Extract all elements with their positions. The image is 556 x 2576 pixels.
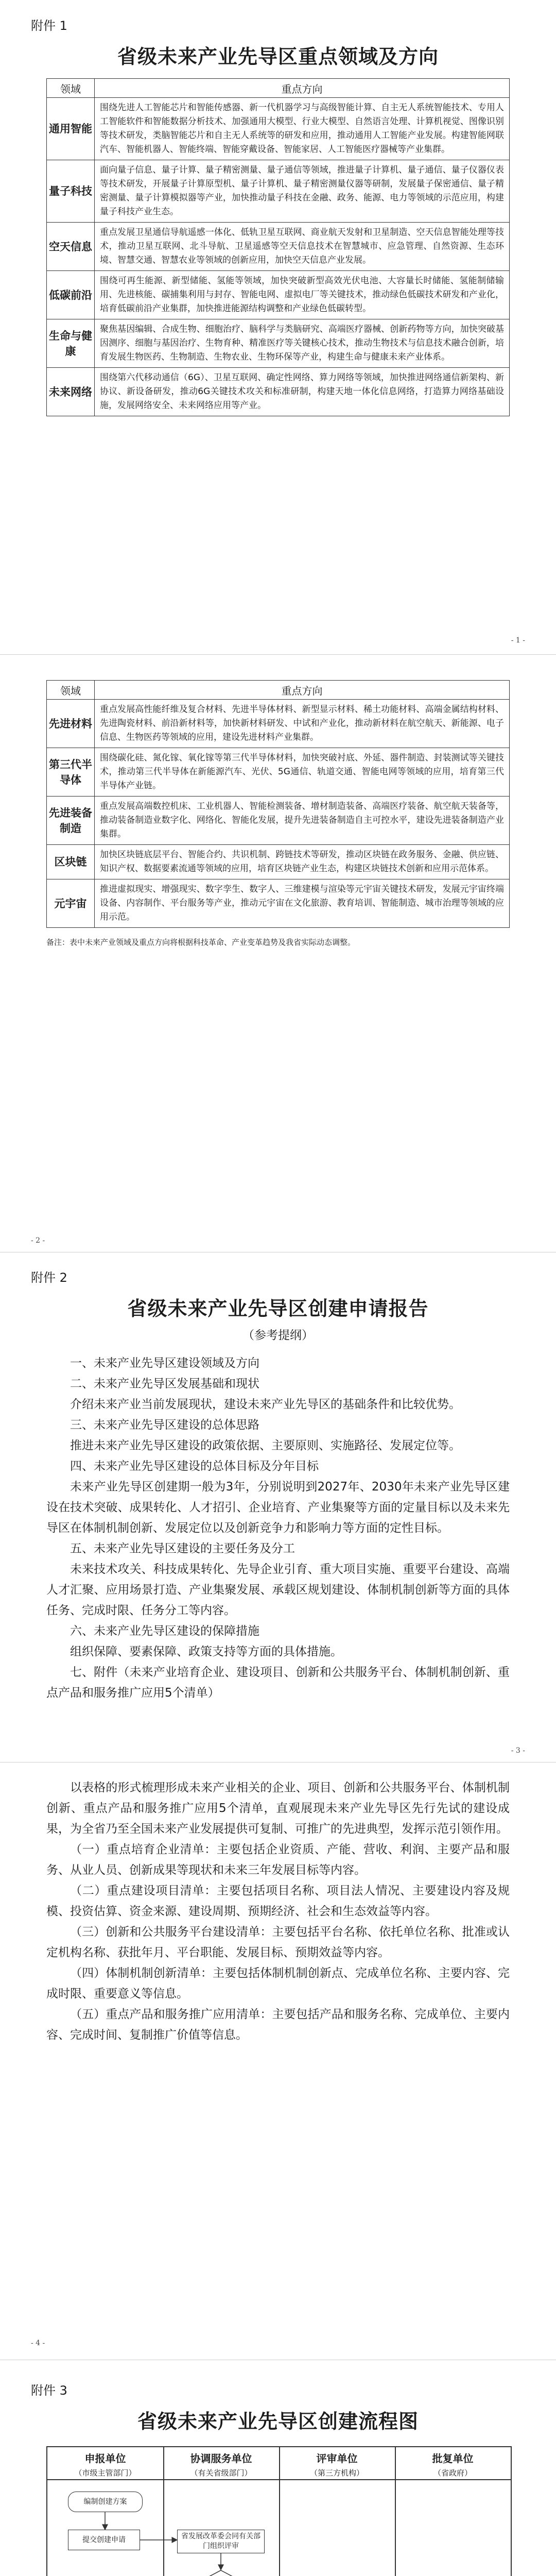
outline-item: 四、未来产业先导区建设的总体目标及分年目标 <box>70 1460 319 1473</box>
outline-item: 推进未来产业先导区建设的政策依据、主要原则、实施路径、发展定位等。 <box>70 1439 461 1452</box>
fields-table-continued <box>46 680 510 928</box>
page-number: - 1 - <box>511 636 525 645</box>
page-number: - 2 - <box>31 1236 45 1245</box>
page-title: 省级未来产业先导区创建申请报告 <box>127 1297 429 1320</box>
table-header-row <box>47 79 510 98</box>
field-direction: 加快区块链底层平台、智能合约、共识机制、跨链技术等研发，推动区块链在政务服务、金融、供应链、知识产权、数据要素流通等领域的应用，培育区块链产业生态，构建区块链技术创新和应用示范体系。 <box>95 845 510 879</box>
outline-item: 二、未来产业先导区发展基础和现状 <box>70 1377 259 1391</box>
page-divider <box>0 654 556 655</box>
table-row <box>47 223 510 271</box>
field-name: 未来网络 <box>47 368 95 416</box>
table-row <box>47 368 510 416</box>
field-name: 先进装备制造 <box>47 796 95 845</box>
outline-item: （二）重点建设项目清单：主要包括项目名称、项目法人情况、主要建设内容及规模、投资估算、资金来源、建设周期、预期经济、社会和生态效益等内容。 <box>46 1884 510 1918</box>
lane-title: 评审单位 <box>316 2452 358 2465</box>
table-row <box>47 796 510 845</box>
field-direction: 围绕第六代移动通信（6G）、卫星互联网、确定性网络、算力网络等领域，加快推进网络通信新架构、新协议、新设备研发，推动6G关键技术攻关和标准研制，构建天地一体化信息网络，打造算力网络基础设施，发展网络安全、未来网络应用等产业。 <box>95 368 510 416</box>
field-name: 低碳前沿 <box>47 271 95 319</box>
lane-reviewer <box>279 2447 396 2576</box>
page-subtitle: （参考提纲） <box>242 1329 314 1342</box>
field-name: 空天信息 <box>47 223 95 271</box>
lane-approver <box>395 2447 511 2576</box>
field-name: 先进材料 <box>47 700 95 748</box>
report-outline-continued <box>31 1777 525 2045</box>
node-decision <box>190 2570 252 2576</box>
page-1 <box>31 15 525 541</box>
table-row <box>47 748 510 796</box>
field-name: 第三代半导体 <box>47 748 95 796</box>
lane-header <box>395 2447 511 2480</box>
table-row <box>47 98 510 160</box>
page-number: - 4 - <box>31 2339 45 2347</box>
field-name: 生命与健康 <box>47 319 95 368</box>
lane-subtitle: （第三方机构） <box>309 2468 364 2478</box>
field-direction: 围绕碳化硅、氮化镓、氧化镓等第三代半导体材料，加快突破衬底、外延、器件制造、封装测试等关键技术，推动第三代半导体在新能源汽车、光伏、5G通信、轨道交通、智能电网等领域的应用，培育第三代半导体产业链。 <box>95 748 510 796</box>
outline-item: 组织保障、要素保障、政策支持等方面的具体措施。 <box>70 1645 342 1658</box>
annex-label: 附件 1 <box>31 19 67 33</box>
outline-item: 六、未来产业先导区建设的保障措施 <box>70 1624 259 1638</box>
lane-subtitle: （市级主管部门） <box>74 2468 136 2478</box>
table-row <box>47 845 510 879</box>
outline-item: 一、未来产业先导区建设领域及方向 <box>70 1357 259 1370</box>
col-field: 领域 <box>47 681 95 700</box>
annex-label: 附件 2 <box>31 1270 67 1285</box>
report-outline <box>31 1353 525 1703</box>
fields-table <box>46 78 510 416</box>
lane-coordinator <box>163 2447 280 2576</box>
outline-item: 介绍未来产业当前发展现状，建设未来产业先导区的基础条件和比较优势。 <box>70 1398 461 1411</box>
lane-title: 申报单位 <box>84 2452 126 2465</box>
page-number: - 3 - <box>511 1747 525 1755</box>
outline-item: 未来技术攻关、科技成果转化、先导企业引育、重大项目实施、重要平台建设、高端人才汇聚、应用场景打造、产业集聚发展、承载区规划建设、体制机制创新等方面的具体任务、完成时限、任务分工等内容。 <box>46 1563 510 1617</box>
lane-title: 协调服务单位 <box>190 2452 252 2465</box>
page-5 <box>31 2380 525 2576</box>
outline-item: 五、未来产业先导区建设的主要任务及分工 <box>70 1542 295 1555</box>
table-row <box>47 879 510 928</box>
outline-item: （四）体制机制创新清单：主要包括体制机制创新点、完成单位名称、主要内容、完成时限、重要意义等信息。 <box>46 1967 510 2001</box>
lane-subtitle: （有关省级部门） <box>190 2468 252 2478</box>
field-direction: 重点发展高性能纤维及复合材料、先进半导体材料、新型显示材料、稀土功能材料、高端金属结构材料、先进陶瓷材料、前沿新材料等，加快新材料研发、中试和产业化，推动新材料在航空航天、新能源、电子信息、生物医药等领域的应用，建设先进材料产业集群。 <box>95 700 510 748</box>
decision-label <box>190 2570 252 2576</box>
node-compile-plan: 编制创建方案 <box>68 2492 143 2512</box>
lane-header <box>279 2447 395 2480</box>
field-direction: 围绕先进人工智能芯片和智能传感器、新一代机器学习与高级智能计算、自主无人系统智能技术、专用人工智能软件和智能数据分析技术、加强通用大模型、行业大模型、自然语言处理、计算机视觉、图像识别等技术研发，类脑智能芯片和自主无人系统等的研发和应用，推动通用人工智能产业发展。构建智能网联汽车、智能机器人、智能终端、智能穿戴设备、智能家居、人工智能医疗器械等产业集群。 <box>95 98 510 160</box>
outline-item: （三）创新和公共服务平台建设清单：主要包括平台名称、依托单位名称、批准或认定机构名称、获批年月、平台职能、发展目标、预期效益等内容。 <box>46 1925 510 1959</box>
node-organize-review: 省发展改革委会同有关部门组织评审 <box>177 2530 265 2553</box>
table-row <box>47 160 510 223</box>
field-name: 量子科技 <box>47 160 95 223</box>
field-name: 通用智能 <box>47 98 95 160</box>
annex-label: 附件 3 <box>31 2383 67 2398</box>
lane-header <box>47 2447 163 2480</box>
page-title: 省级未来产业先导区重点领域及方向 <box>117 45 439 68</box>
creation-flowchart <box>46 2446 512 2576</box>
col-direction: 重点方向 <box>95 681 510 700</box>
field-name: 区块链 <box>47 845 95 879</box>
table-note: 备注：表中未来产业领域及重点方向将根据科技革命、产业变革趋势及我省实际动态调整。 <box>46 938 356 947</box>
table-header-row <box>47 681 510 700</box>
table-row <box>47 700 510 748</box>
field-direction: 重点发展高端数控机床、工业机器人、智能检测装备、增材制造装备、高端医疗装备、航空航天装备等，推动装备制造业数字化、网络化、智能化发展，提升先进装备制造自主可控水平，建设先进装备制造产业集群。 <box>95 796 510 845</box>
outline-item: （五）重点产品和服务推广应用清单：主要包括产品和服务名称、完成单位、主要内容、完成时间、复制推广价值等信息。 <box>46 2008 510 2042</box>
field-direction: 聚焦基因编辑、合成生物、细胞治疗、脑科学与类脑研究、高端医疗器械、创新药物等方向，加快突破基因测序、细胞与基因治疗、生物育种、精准医疗等关键核心技术，推动生物技术与信息技术融合创新，培育发展生物医药、生物制造、生物农业、生物环保等产业，构建生命与健康未来产业体系。 <box>95 319 510 368</box>
node-submit-application: 提交创建申请 <box>68 2530 140 2550</box>
field-direction: 面向量子信息、量子计算、量子精密测量、量子通信等领域，推进量子计算机、量子通信、量子仪器仪表等技术研发，开展量子计算原型机、量子计算机、量子精密测量仪器等研制，发展量子保密通信、量子精密测量、量子计算模拟器等产业，加快推动量子科技在金融、政务、能源、电力等领域的示范应用，构建量子科技产业生态。 <box>95 160 510 223</box>
page-2 <box>31 670 525 1185</box>
page-4 <box>31 1777 525 2282</box>
table-row <box>47 319 510 368</box>
lane-header <box>163 2447 279 2480</box>
page-title: 省级未来产业先导区创建流程图 <box>137 2410 419 2433</box>
lane-title: 批复单位 <box>432 2452 474 2465</box>
col-field: 领域 <box>47 79 95 98</box>
outline-item: （一）重点培育企业清单：主要包括企业资质、产能、营收、利润、主要产品和服务、从业人员、创新成果等现状和未来三年发展目标等内容。 <box>46 1843 510 1877</box>
field-direction: 围绕可再生能源、新型储能、氢能等领域，加快突破新型高效光伏电池、大容量长时储能、氢能制储输用、先进核能、碳捕集利用与封存、智能电网、虚拟电厂等关键技术，推动绿色低碳技术研发和产业化，培育低碳前沿产业集群，加快推进能源结构调整和产业绿色低碳转型。 <box>95 271 510 319</box>
outline-item: 七、附件（未来产业培育企业、建设项目、创新和公共服务平台、体制机制创新、重点产品和服务推广应用5个清单） <box>46 1666 510 1700</box>
outline-item: 未来产业先导区创建期一般为3年，分别说明到2027年、2030年未来产业先导区建设在技术突破、成果转化、人才招引、企业培育、产业集聚等方面的定量目标以及未来先导区在体制机制创新、发展定位以及创新竞争力和影响力等方面的定性目标。 <box>46 1480 510 1535</box>
lane-subtitle: （省政府） <box>433 2468 472 2478</box>
col-direction: 重点方向 <box>95 79 510 98</box>
outline-item: 三、未来产业先导区建设的总体思路 <box>70 1418 259 1432</box>
field-direction: 重点发展卫星通信导航遥感一体化、低轨卫星互联网、商业航天发射和卫星制造、空天信息智能处理等技术，推动卫星互联网、北斗导航、卫星遥感等空天信息技术在智慧城市、应急管理、自然资源、生态环境、智慧交通、智慧农业等领域的创新应用，加快空天信息产业发展。 <box>95 223 510 271</box>
field-name: 元宇宙 <box>47 879 95 928</box>
table-row <box>47 271 510 319</box>
outline-item: 以表格的形式梳理形成未来产业相关的企业、项目、创新和公共服务平台、体制机制创新、重点产品和服务推广应用5个清单，直观展现未来产业先导区先行先试的建设成果，为全省乃至全国未来产业发展提供可复制、可推广的先进典型，发挥示范引领作用。 <box>46 1781 510 1836</box>
field-direction: 推进虚拟现实、增强现实、数字孪生、数字人、三维建模与渲染等元宇宙关键技术研发，发展元宇宙终端设备、内容制作、平台服务等产业，推动元宇宙在文化旅游、教育培训、智能制造、城市治理等领域的应用示范。 <box>95 879 510 928</box>
